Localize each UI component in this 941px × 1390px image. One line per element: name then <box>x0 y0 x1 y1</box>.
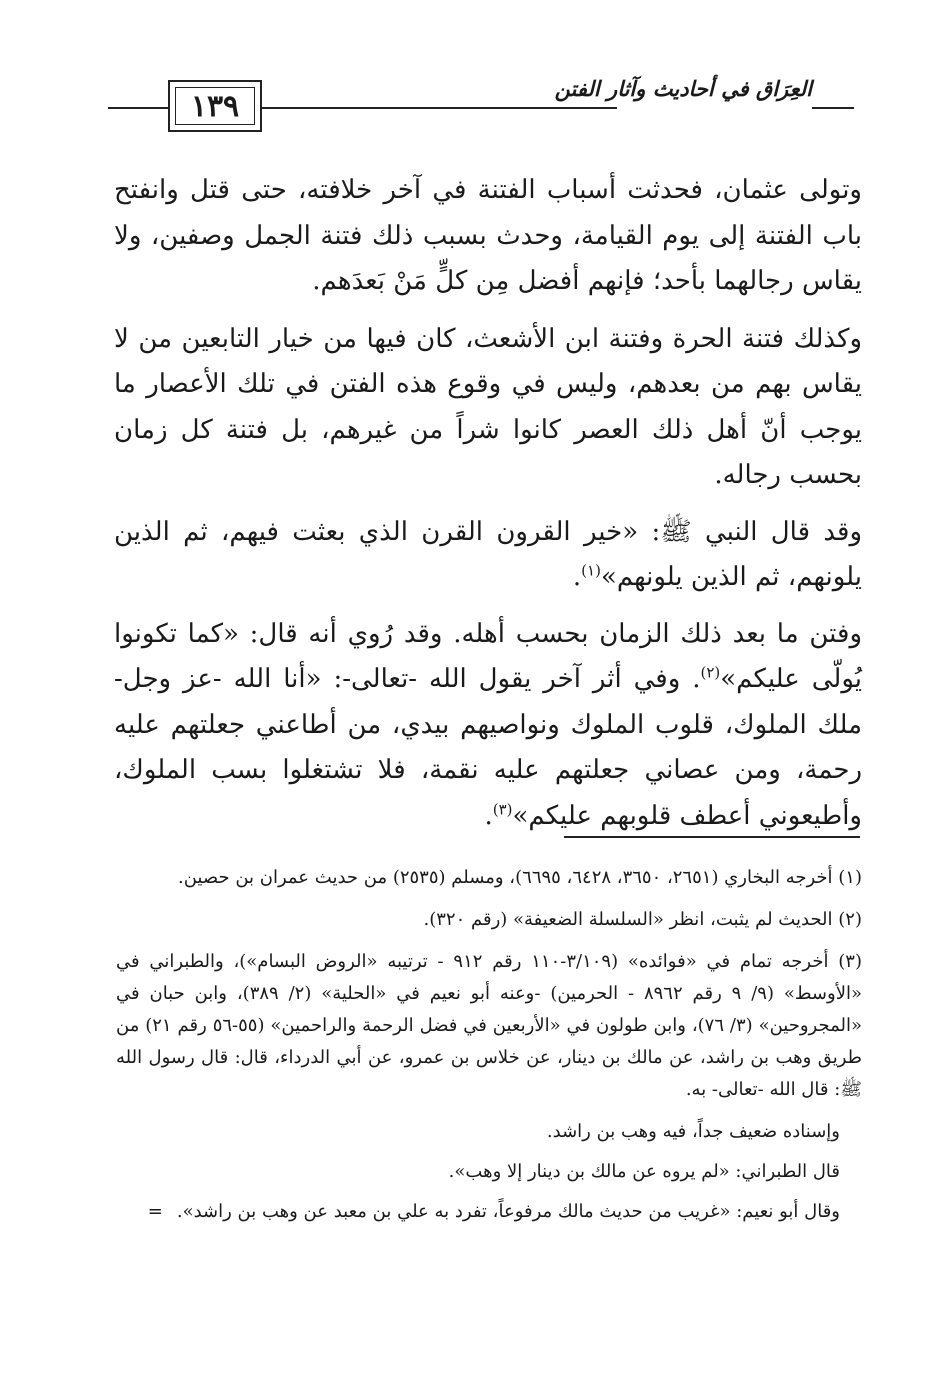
header-rule-left <box>108 107 168 109</box>
paragraph-3-text: وقد قال النبي ﷺ: «خير القرون القرن الذي بعثت فيهم، ثم الذين يلونهم، ثم الذين يلونهم» <box>114 516 862 592</box>
main-text <box>114 168 862 850</box>
paragraph-1: وتولى عثمان، فحدثت أسباب الفتنة في آخر خلافته، حتى قتل وانفتح باب الفتنة إلى يوم القيامة، وحدث بسبب ذلك فتنة الجمل وصفين، ولا يقاس رجالهما بأحد؛ فإنهم أفضل مِن كلٍّ مَنْ بَعدَهم. <box>114 175 862 296</box>
footnote-ref-3[interactable]: (٣) <box>492 799 513 818</box>
page-number-box <box>168 80 262 132</box>
footnote-3-note-b: قال الطبراني: «لم يروه عن مالك بن دينار إلا وهب». <box>448 1161 840 1182</box>
continuation-mark: = <box>147 1201 163 1222</box>
paragraph-3 <box>114 510 862 601</box>
footnote-ref-2[interactable]: (٢) <box>700 663 721 682</box>
footnote-3-note-c <box>116 1196 862 1228</box>
footnote-ref-1[interactable]: (١) <box>581 561 601 580</box>
footnotes <box>116 862 862 1236</box>
footnote-separator <box>564 836 860 838</box>
footnote-3-note-a: وإسناده ضعيف جداً، فيه وهب بن راشد. <box>546 1121 840 1142</box>
paragraph-3-period: . <box>572 562 582 592</box>
paragraph-4-text-b: . وفي أثر آخر يقول الله -تعالى-: «أنا الله -عز وجل- ملك الملوك، قلوب الملوك ونواصيهم بيدي، من أطاعني جعلتهم عليه رحمة، ومن عصاني جعلتهم عليه نقمة، فلا تشتغلوا بسب الملوك، وأطيعوني أعطف قلوبهم عليكم» <box>114 664 862 831</box>
paragraph-4-period: . <box>484 800 493 831</box>
footnote-1: (١) أخرجه البخاري (٢٦٥١، ٣٦٥٠، ٦٤٢٨، ٦٦٩٥)، ومسلم (٢٥٣٥) من حديث عمران بن حصين. <box>178 867 862 888</box>
footnote-2: (٢) الحديث لم يثبت، انظر «السلسلة الضعيفة» (رقم ٣٢٠). <box>423 909 862 930</box>
header-rule-right <box>812 107 854 109</box>
footnote-3: (٣) أخرجه تمام في «فوائده» (٣/١٠٩-١١٠ رقم ٩١٢ - ترتيبه «الروض البسام»)، والطبراني في «الأوسط» (٩/ ٩ رقم ٨٩٦٢ - الحرمين) -وعنه أبو نعيم في «الحلية» (٢/ ٣٨٩)، وابن حبان في «المجروحين» (٣/ ٧٦)، وابن طولون في «الأربعين في فضل الرحمة والراحمين» (٥٥-٥٦ رقم ٢١) من طريق وهب بن راشد، عن مالك بن دينار، عن خلاس بن عمرو، عن أبي الدرداء، قال: قال رسول الله ﷺ: قال الله -تعالى- به. <box>116 951 862 1100</box>
page-number: ١٣٩ <box>175 87 255 125</box>
paragraph-4-text-a: وفتن ما بعد ذلك الزمان بحسب أهله. وقد رُوي أنه قال: «كما تكونوا يُولّى عليكم» <box>114 618 862 694</box>
paragraph-2: وكذلك فتنة الحرة وفتنة ابن الأشعث، كان فيها من خيار التابعين من لا يقاس بهم من بعدهم، وليس في وقوع هذه الفتن في تلك الأعصار ما يوجب أنّ أهل ذلك العصر كانوا شراً من غيرهم، بل فتنة كل زمان بحسب رجاله. <box>114 323 862 490</box>
footnote-3-note-c-text: وقال أبو نعيم: «غريب من حديث مالك مرفوعاً، تفرد به علي بن معبد عن وهب بن راشد». <box>176 1201 840 1222</box>
running-title: العِرَاق في أحاديث وآثار الفتن <box>554 76 812 101</box>
header-rule-middle <box>262 107 617 109</box>
paragraph-4 <box>114 612 862 840</box>
